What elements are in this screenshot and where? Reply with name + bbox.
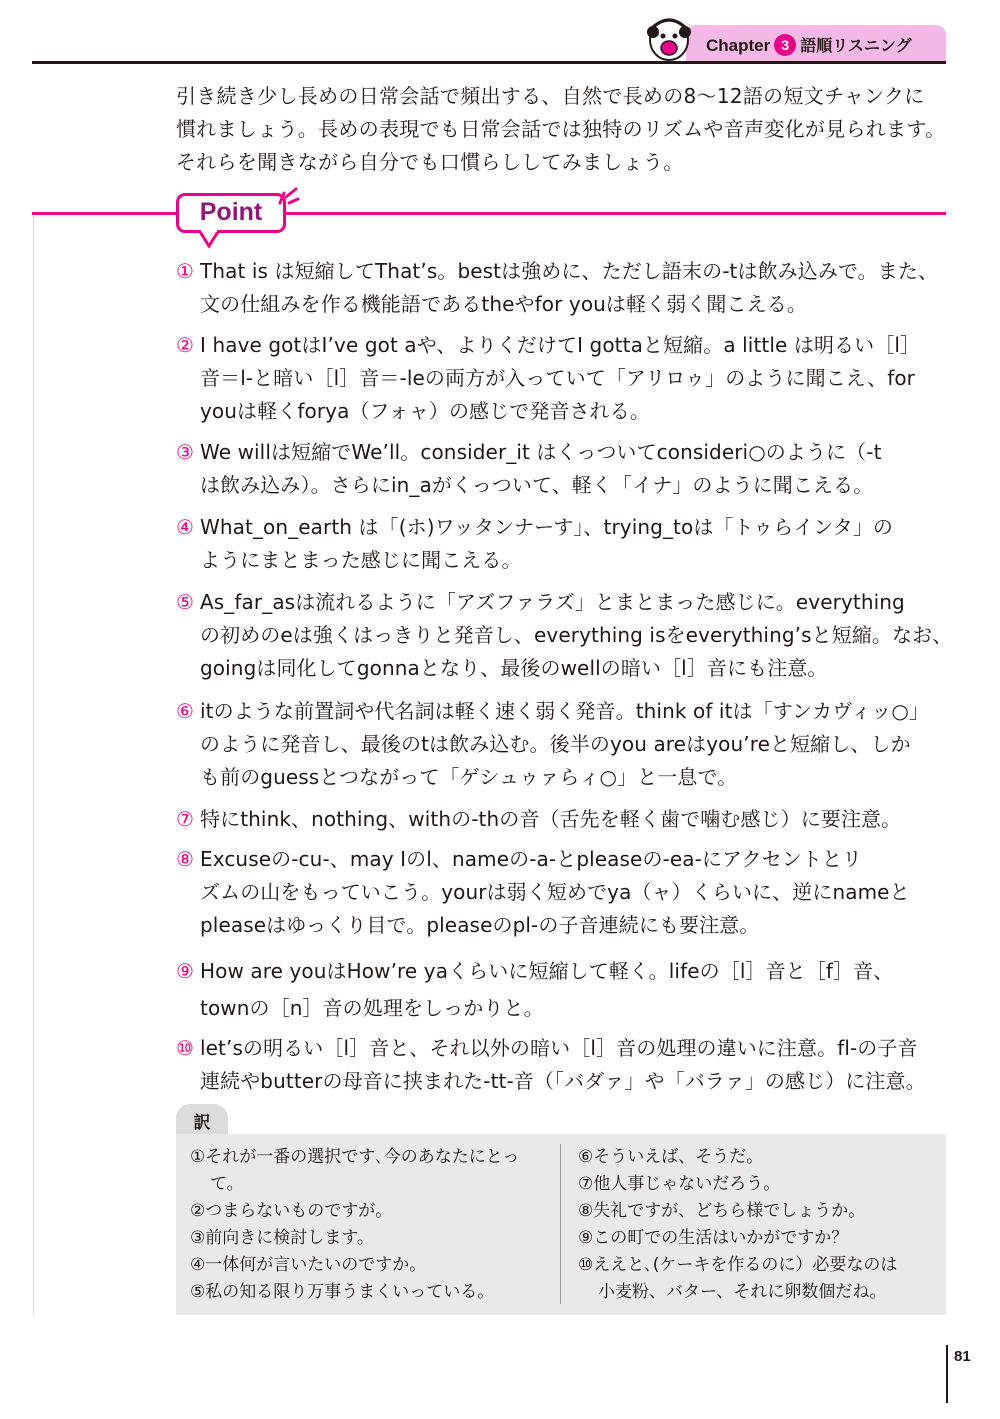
- translation-column-right: [578, 1144, 897, 1306]
- chapter-title: 語順リスニング: [800, 36, 912, 55]
- translation-box: [176, 1134, 946, 1315]
- point-item-9: [176, 955, 893, 1025]
- translation-line: ①それが一番の選択です､今のあなたにとっ: [190, 1147, 520, 1167]
- translation-tab: [176, 1104, 228, 1134]
- point-line: ようにまとまった感じに聞こえる。: [200, 548, 522, 572]
- chapter-heading: [706, 33, 912, 56]
- point-number: ⑦: [176, 807, 195, 831]
- point-line: 文の仕組みを作る機能語であるtheやfor youは軽く弱く聞こえる。: [200, 292, 807, 316]
- translation-line: ⑧失礼ですが、どちら様でしょうか。: [578, 1201, 866, 1221]
- translation-line: ⑨この町での生活はいかがですか？: [578, 1228, 849, 1248]
- translation-line: ⑩ええと､(ケーキを作るのに）必要なのは: [578, 1255, 898, 1275]
- point-line: That is は短縮してThat’s。bestは強めに、ただし語末の-tは飲み込みで。また、: [200, 259, 939, 283]
- point-line: 音＝l-と暗い［l］音＝-leの両方が入っていて「アリロゥ」のように聞こえ、for: [200, 366, 916, 390]
- point-line: What_on_earth は「(ホ)ワッタンナーす」、trying_toは「トゥらインタ」の: [200, 515, 894, 539]
- point-line: goingは同化してgonnaとなり、最後のwellの暗い［l］音にも注意。: [200, 656, 828, 680]
- point-number: ⑥: [176, 699, 195, 723]
- point-number: ③: [176, 440, 195, 464]
- translation-line: ②つまらないものですが。: [190, 1201, 393, 1221]
- point-line: 特にthink、nothing、withの-thの音（舌先を軽く歯で噛む感じ）に要注意。: [200, 807, 902, 831]
- point-label: Point: [199, 198, 263, 226]
- point-box: [176, 193, 286, 233]
- point-line: We willは短縮でWe’ll。consider_it はくっついてconsideri○のように（-t: [200, 440, 882, 464]
- point-item-4: [176, 511, 893, 577]
- translation-line: 小麦粉、バター、それに卵数個だね。: [598, 1282, 887, 1302]
- translation-line: ③前向きに検討します。: [190, 1228, 374, 1248]
- point-line: townの［n］音の処理をしっかりと。: [200, 996, 544, 1020]
- point-line: pleaseはゆっくり目で。pleaseのpl-の子音連続にも要注意。: [200, 913, 760, 937]
- page-number-rule: [946, 1345, 948, 1403]
- point-line: I have gotはI’ve got aや、よりくだけてI gottaと短縮。a little は明るい［l］: [200, 333, 921, 357]
- intro-line: 慣れましょう。長めの表現でも日常会話では独特のリズムや音声変化が見られます。: [176, 117, 946, 141]
- point-line: 連続やbutterの母音に挟まれた-tt-音（「バダァ」や「バラァ」の感じ）に注意。: [200, 1069, 926, 1093]
- intro-line: 引き続き少し長めの日常会話で頻出する、自然で長めの8〜12語の短文チャンクに: [176, 84, 925, 108]
- margin-line: [33, 215, 34, 1315]
- point-line: youは軽くforya（フォャ）の感じで発音される。: [200, 399, 650, 423]
- point-line: As_far_asは流れるように「アズファラズ」とまとまった感じに。everything: [200, 590, 905, 614]
- point-number: ①: [176, 259, 195, 283]
- point-number: ②: [176, 333, 195, 357]
- point-item-3: [176, 436, 882, 502]
- point-item-7: [176, 803, 901, 836]
- point-line: も前のguessとつながって「ゲシュゥァらィ○」と一息で。: [200, 765, 738, 789]
- point-number: ④: [176, 515, 195, 539]
- header-rule: [32, 61, 946, 64]
- point-number: ⑧: [176, 847, 195, 871]
- point-line: は飲み込み）。さらにin_aがくっついて、軽く「イナ」のように聞こえる。: [200, 473, 874, 497]
- point-item-6: [176, 695, 929, 794]
- translation-label: 訳: [193, 1113, 211, 1133]
- point-rule: [32, 212, 946, 215]
- mascot-icon: [644, 12, 694, 64]
- translation-line: ⑥そういえば、そうだ。: [578, 1147, 764, 1167]
- point-line: let’sの明るい［l］音と、それ以外の暗い［l］音の処理の違いに注意。fl-の子音: [200, 1036, 918, 1060]
- point-line: の初めのeは強くはっきりと発音し、everything isをeverything’sと短縮。なお、: [200, 623, 953, 647]
- point-line: How are youはHow’re yaくらいに短縮して軽く。lifeの［l］音と［f］音、: [200, 959, 894, 983]
- point-item-5: [176, 586, 952, 685]
- point-line: Excuseの-cu-、may Iのl、nameの-a-とpleaseの-ea-にアクセントとリ: [200, 847, 863, 871]
- point-item-2: [176, 329, 920, 428]
- intro-line: それらを聞きながら自分でも口慣らししてみましょう。: [176, 150, 684, 174]
- translation-line: て。: [210, 1174, 244, 1194]
- intro-text: [176, 80, 951, 179]
- speech-tail-icon: [198, 230, 220, 248]
- point-number: ⑨: [176, 959, 195, 983]
- point-item-8: [176, 843, 910, 942]
- point-item-1: [176, 255, 938, 321]
- translation-line: ⑦他人事じゃないだろう。: [578, 1174, 781, 1194]
- translation-column-left: [190, 1144, 519, 1306]
- point-number: ⑩: [176, 1036, 195, 1060]
- translation-divider: [560, 1144, 561, 1304]
- chapter-label: Chapter: [706, 36, 771, 55]
- chapter-number-badge: 3: [774, 34, 796, 56]
- point-line: itのような前置詞や代名詞は軽く速く弱く発音。think of itは「すンカヴィッ○」: [200, 699, 929, 723]
- point-number: ⑤: [176, 590, 195, 614]
- point-line: のように発音し、最後のtは飲み込む。後半のyou areはyou’reと短縮し、しか: [200, 732, 911, 756]
- point-item-10: [176, 1032, 926, 1098]
- translation-line: ④一体何が言いたいのですか。: [190, 1255, 427, 1275]
- spark-icon: [276, 185, 300, 205]
- point-line: ズムの山をもっていこう。yourは弱く短めでya（ャ）くらいに、逆にnameと: [200, 880, 910, 904]
- page-number: 81: [954, 1348, 971, 1365]
- translation-line: ⑤私の知る限り万事うまくいっている。: [190, 1282, 495, 1302]
